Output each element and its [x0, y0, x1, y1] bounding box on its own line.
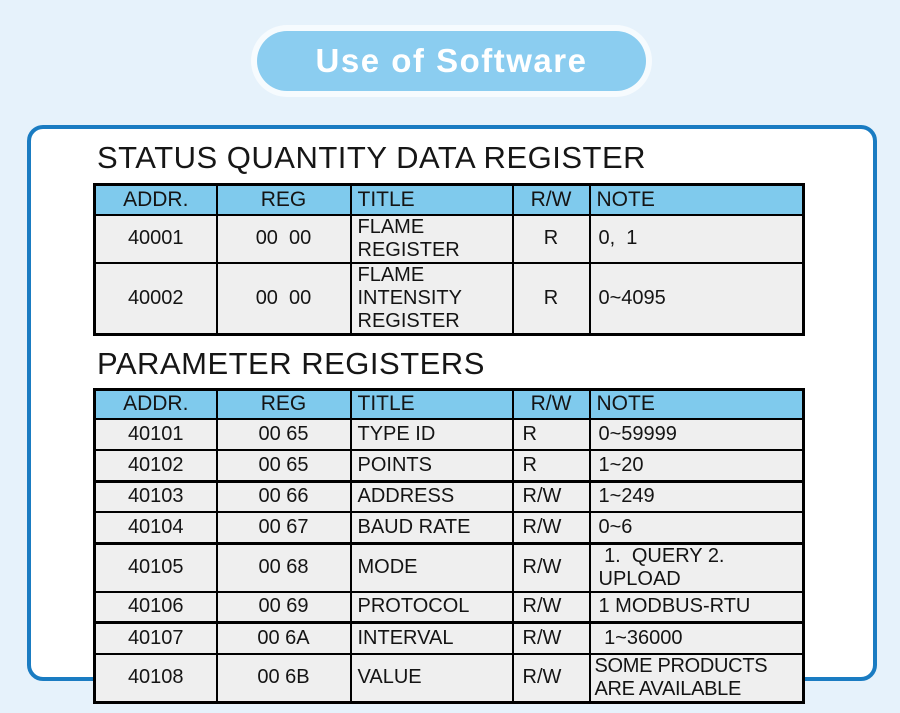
- title-cell: ADDRESS: [351, 481, 513, 512]
- note-cell: 1. QUERY 2. UPLOAD: [590, 543, 804, 592]
- rw-cell: R/W: [513, 543, 590, 592]
- note-cell: 1~249: [590, 481, 804, 512]
- rw-cell: R/W: [513, 654, 590, 703]
- column-header-title: TITLE: [351, 185, 513, 215]
- title-banner: [257, 31, 646, 91]
- column-header-title: TITLE: [351, 389, 513, 419]
- title-cell: INTERVAL: [351, 623, 513, 654]
- addr-cell: 40106: [95, 592, 217, 623]
- rw-cell: R: [513, 215, 590, 263]
- note-cell: 1~36000: [590, 623, 804, 654]
- addr-cell: 40104: [95, 512, 217, 543]
- addr-cell: 40108: [95, 654, 217, 703]
- table-row: [95, 481, 804, 512]
- note-cell: 1~20: [590, 450, 804, 481]
- rw-cell: R/W: [513, 623, 590, 654]
- reg-cell: 00 6A: [217, 623, 351, 654]
- title-cell: BAUD RATE: [351, 512, 513, 543]
- addr-cell: 40001: [95, 215, 217, 263]
- column-header-reg: REG: [217, 389, 351, 419]
- reg-cell: 00 00: [217, 215, 351, 263]
- reg-cell: 00 68: [217, 543, 351, 592]
- status-table: [93, 183, 805, 336]
- addr-cell: 40102: [95, 450, 217, 481]
- reg-cell: 00 6B: [217, 654, 351, 703]
- reg-cell: 00 66: [217, 481, 351, 512]
- title-cell: POINTS: [351, 450, 513, 481]
- table-row: [95, 592, 804, 623]
- content-card: [27, 125, 877, 700]
- rw-cell: R/W: [513, 512, 590, 543]
- parameter-table-header-row: [95, 389, 804, 419]
- status-section-heading: STATUS QUANTITY DATA REGISTER: [97, 140, 647, 175]
- status-table-header-row: [95, 185, 804, 215]
- table-row: [95, 512, 804, 543]
- column-header-note: NOTE: [590, 389, 804, 419]
- title-cell: MODE: [351, 543, 513, 592]
- table-row: [95, 263, 804, 335]
- table-row: [95, 215, 804, 263]
- addr-cell: 40101: [95, 419, 217, 450]
- rw-cell: R/W: [513, 592, 590, 623]
- addr-cell: 40103: [95, 481, 217, 512]
- reg-cell: 00 65: [217, 419, 351, 450]
- column-header-reg: REG: [217, 185, 351, 215]
- table-row: [95, 543, 804, 592]
- parameter-table: [93, 388, 805, 704]
- title-cell: FLAME REGISTER: [351, 215, 513, 263]
- note-cell: 1 MODBUS-RTU: [590, 592, 804, 623]
- reg-cell: 00 69: [217, 592, 351, 623]
- note-cell: SOME PRODUCTS ARE AVAILABLE: [590, 654, 804, 703]
- reg-cell: 00 00: [217, 263, 351, 335]
- parameter-section-heading: PARAMETER REGISTERS: [97, 345, 485, 381]
- reg-cell: 00 65: [217, 450, 351, 481]
- title-banner-label: Use of Software: [315, 42, 588, 79]
- reg-cell: 00 67: [217, 512, 351, 543]
- column-header-rw: R/W: [513, 389, 590, 419]
- table-row: [95, 419, 804, 450]
- note-cell: 0~4095: [590, 263, 804, 335]
- rw-cell: R/W: [513, 481, 590, 512]
- note-cell: 0~6: [590, 512, 804, 543]
- column-header-note: NOTE: [590, 185, 804, 215]
- addr-cell: 40107: [95, 623, 217, 654]
- rw-cell: R: [513, 263, 590, 335]
- addr-cell: 40002: [95, 263, 217, 335]
- note-cell: 0, 1: [590, 215, 804, 263]
- column-header-addr: ADDR.: [95, 389, 217, 419]
- title-cell: TYPE ID: [351, 419, 513, 450]
- column-header-rw: R/W: [513, 185, 590, 215]
- table-row: [95, 654, 804, 703]
- addr-cell: 40105: [95, 543, 217, 592]
- title-cell: FLAME INTENSITY REGISTER: [351, 263, 513, 335]
- table-row: [95, 450, 804, 481]
- rw-cell: R: [513, 450, 590, 481]
- title-cell: PROTOCOL: [351, 592, 513, 623]
- note-cell: 0~59999: [590, 419, 804, 450]
- column-header-addr: ADDR.: [95, 185, 217, 215]
- table-row: [95, 623, 804, 654]
- title-cell: VALUE: [351, 654, 513, 703]
- rw-cell: R: [513, 419, 590, 450]
